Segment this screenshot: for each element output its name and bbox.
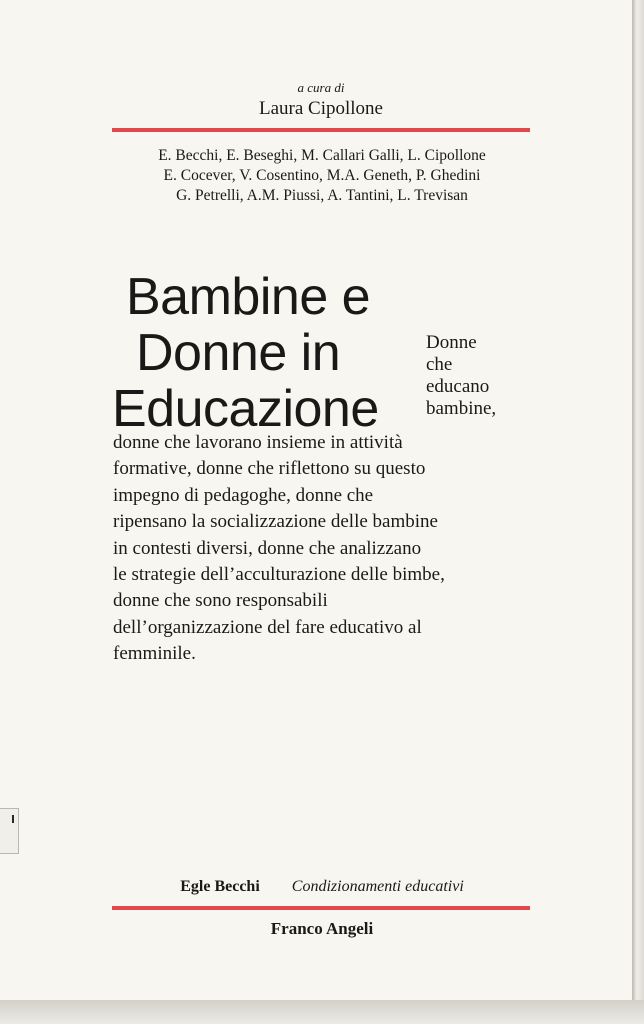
blurb-main-text — [113, 430, 445, 668]
blurb-line: bambine, — [426, 398, 497, 419]
library-sticker — [0, 808, 19, 854]
blurb-line: donne che lavorano insieme in attività — [113, 432, 403, 453]
sticker-mark — [12, 815, 14, 823]
page-edge — [632, 0, 644, 1024]
title-line: Bambine e — [126, 268, 371, 326]
blurb-line: dell’organizzazione del fare educativo al — [113, 616, 422, 638]
series-name: Condizionamenti educativi — [291, 878, 464, 895]
blurb-line: impegno di pedagoghe, donne che — [113, 484, 374, 506]
blurb-line: educano — [426, 376, 490, 397]
blurb-line: che — [426, 354, 453, 375]
authors-list — [112, 146, 532, 206]
blurb-side-text — [426, 332, 496, 420]
curator-prefix: a cura di — [297, 80, 345, 95]
blurb-line: formative, donne che riflettono su questo — [113, 458, 426, 480]
scan-bottom-edge — [0, 1000, 644, 1024]
blurb-line: donne che sono responsabili — [113, 590, 328, 612]
blurb-line: Donne — [426, 332, 477, 353]
authors-line: E. Becchi, E. Beseghi, M. Callari Galli, L. Cipollone — [158, 147, 486, 164]
blurb-line: ripensano la socializzazione delle bambine — [113, 511, 438, 533]
series-author: Egle Becchi — [180, 878, 260, 895]
title-line: Educazione — [112, 380, 379, 438]
authors-line: G. Petrelli, A.M. Piussi, A. Tantini, L. Trevisan — [176, 187, 468, 204]
blurb-line: femminile. — [113, 643, 196, 665]
top-red-rule — [112, 128, 530, 132]
curator-name: Laura Cipollone — [259, 98, 383, 119]
series-row — [112, 878, 532, 896]
publisher-name: Franco Angeli — [270, 919, 374, 938]
bottom-red-rule — [112, 906, 530, 910]
title-line: Donne in — [136, 324, 341, 382]
blurb-line: le strategie dell’acculturazione delle bimbe, — [113, 564, 445, 586]
authors-line: E. Cocever, V. Cosentino, M.A. Geneth, P. Ghedini — [163, 167, 481, 184]
blurb-line: in contesti diversi, donne che analizzano — [113, 537, 422, 559]
